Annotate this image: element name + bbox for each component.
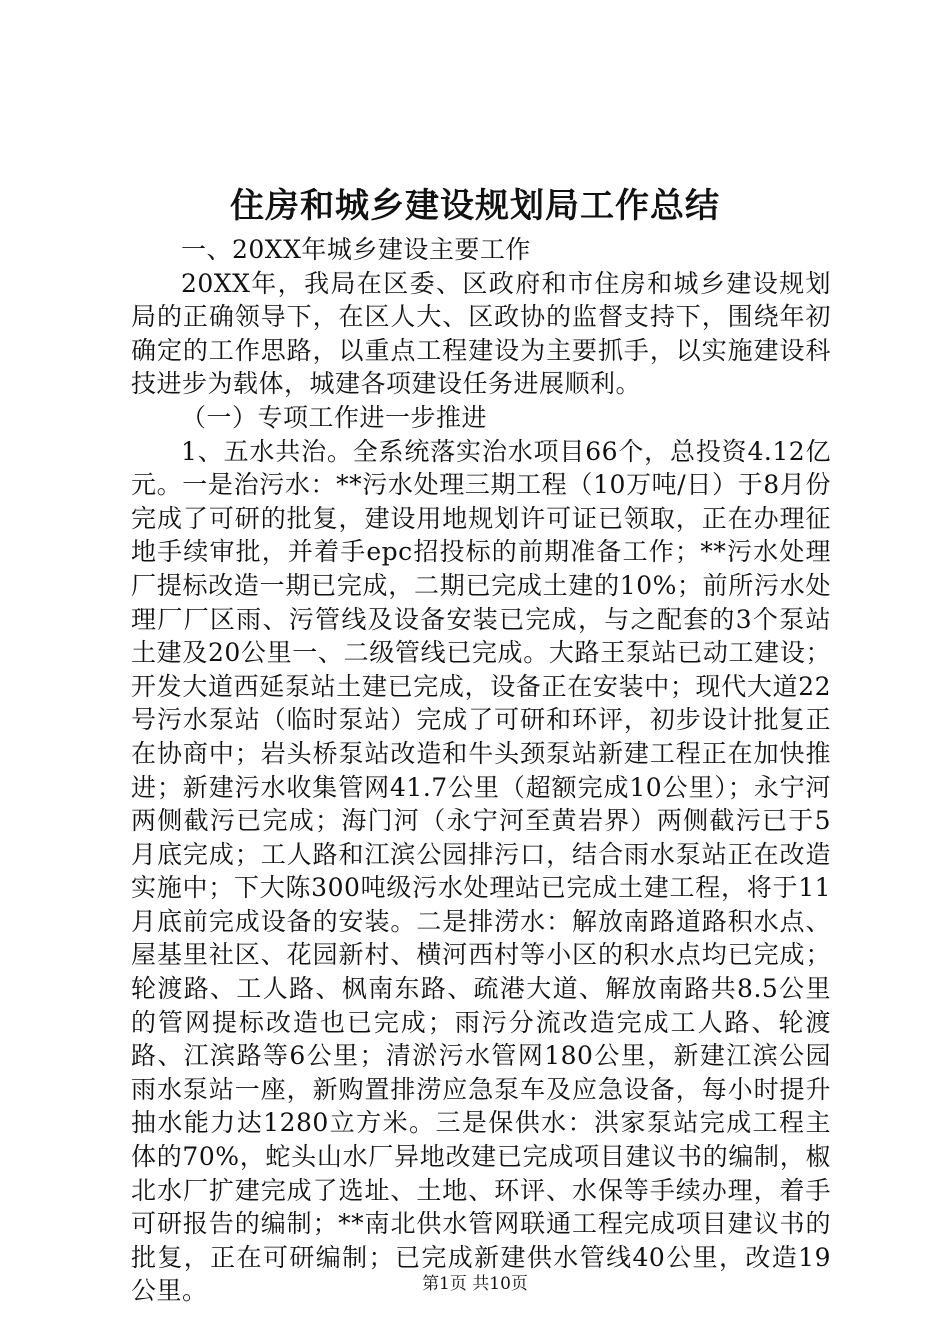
body-paragraph: 1、五水共治。全系统落实治水项目66个，总投资4.12亿元。一是治污水：**污水处理三期工程（10万吨/日）于8月份完成了可研的批复，建设用地规划许可证已领取，正在办理征地手续审批，并着手epc招投标的前期准备工作；**污水处理厂提标改造一期已完成，二期已完成土建的10%；前所污水处理厂厂区雨、污管线及设备安装已完成，与之配套的3个泵站土建及20公里一、二级管线已完成。大路王泵站已动工建设；开发大道西延泵站土建已完成，设备正在安装中；现代大道22号污水泵站（临时泵站）完成了可研和环评，初步设计批复正在协商中；岩头桥泵站改造和牛头颈泵站新建工程正在加快推进；新建污水收集管网41.7公里（超额完成10公里）；永宁河两侧截污已完成；海门河（永宁河至黄岩界）两侧截污已于5月底完成；工人路和江滨公园排污口，结合雨水泵站正在改造实施中；下大陈300吨级污水处理站已完成土建工程，将于11月底前完成设备的安装。二是排涝水：解放南路道路积水点、屋基里社区、花园新村、横河西村等小区的积水点均已完成；轮渡路、工人路、枫南东路、疏港大道、解放南路共8.5公里的管网提标改造也已完成；雨污分流改造完成工人路、轮渡路、江滨路等6公里；清淤污水管网180公里，新建江滨公园雨水泵站一座，新购置排涝应急泵车及应急设备，每小时提升抽水能力达1280立方米。三是保供水：洪家泵站完成工程主体的70%，蛇头山水厂异地改建已完成项目建议书的编制，椒北水厂扩建完成了选址、土地、环评、水保等手续办理，着手可研报告的编制；**南北供水管网联通工程完成项目建议书的批复，正在可研编制；已完成新建供水管线40公里，改造19公里。: [131, 436, 831, 1306]
page-footer: 第1页 共10页: [422, 1274, 528, 1294]
document-body: [131, 233, 831, 1308]
intro-paragraph: 20XX年，我局在区委、区政府和市住房和城乡建设规划局的正确领导下，在区人大、区政协的监督支持下，围绕年初确定的工作思路，以重点工程建设为主要抓手，以实施建设科技进步为载体，城建各项建设任务进展顺利。: [131, 268, 831, 399]
subsection-heading: （一）专项工作进一步推进: [181, 402, 488, 432]
section-heading: 一、20XX年城乡建设主要工作: [181, 235, 531, 264]
document-title: 住房和城乡建设规划局工作总结: [230, 186, 720, 226]
